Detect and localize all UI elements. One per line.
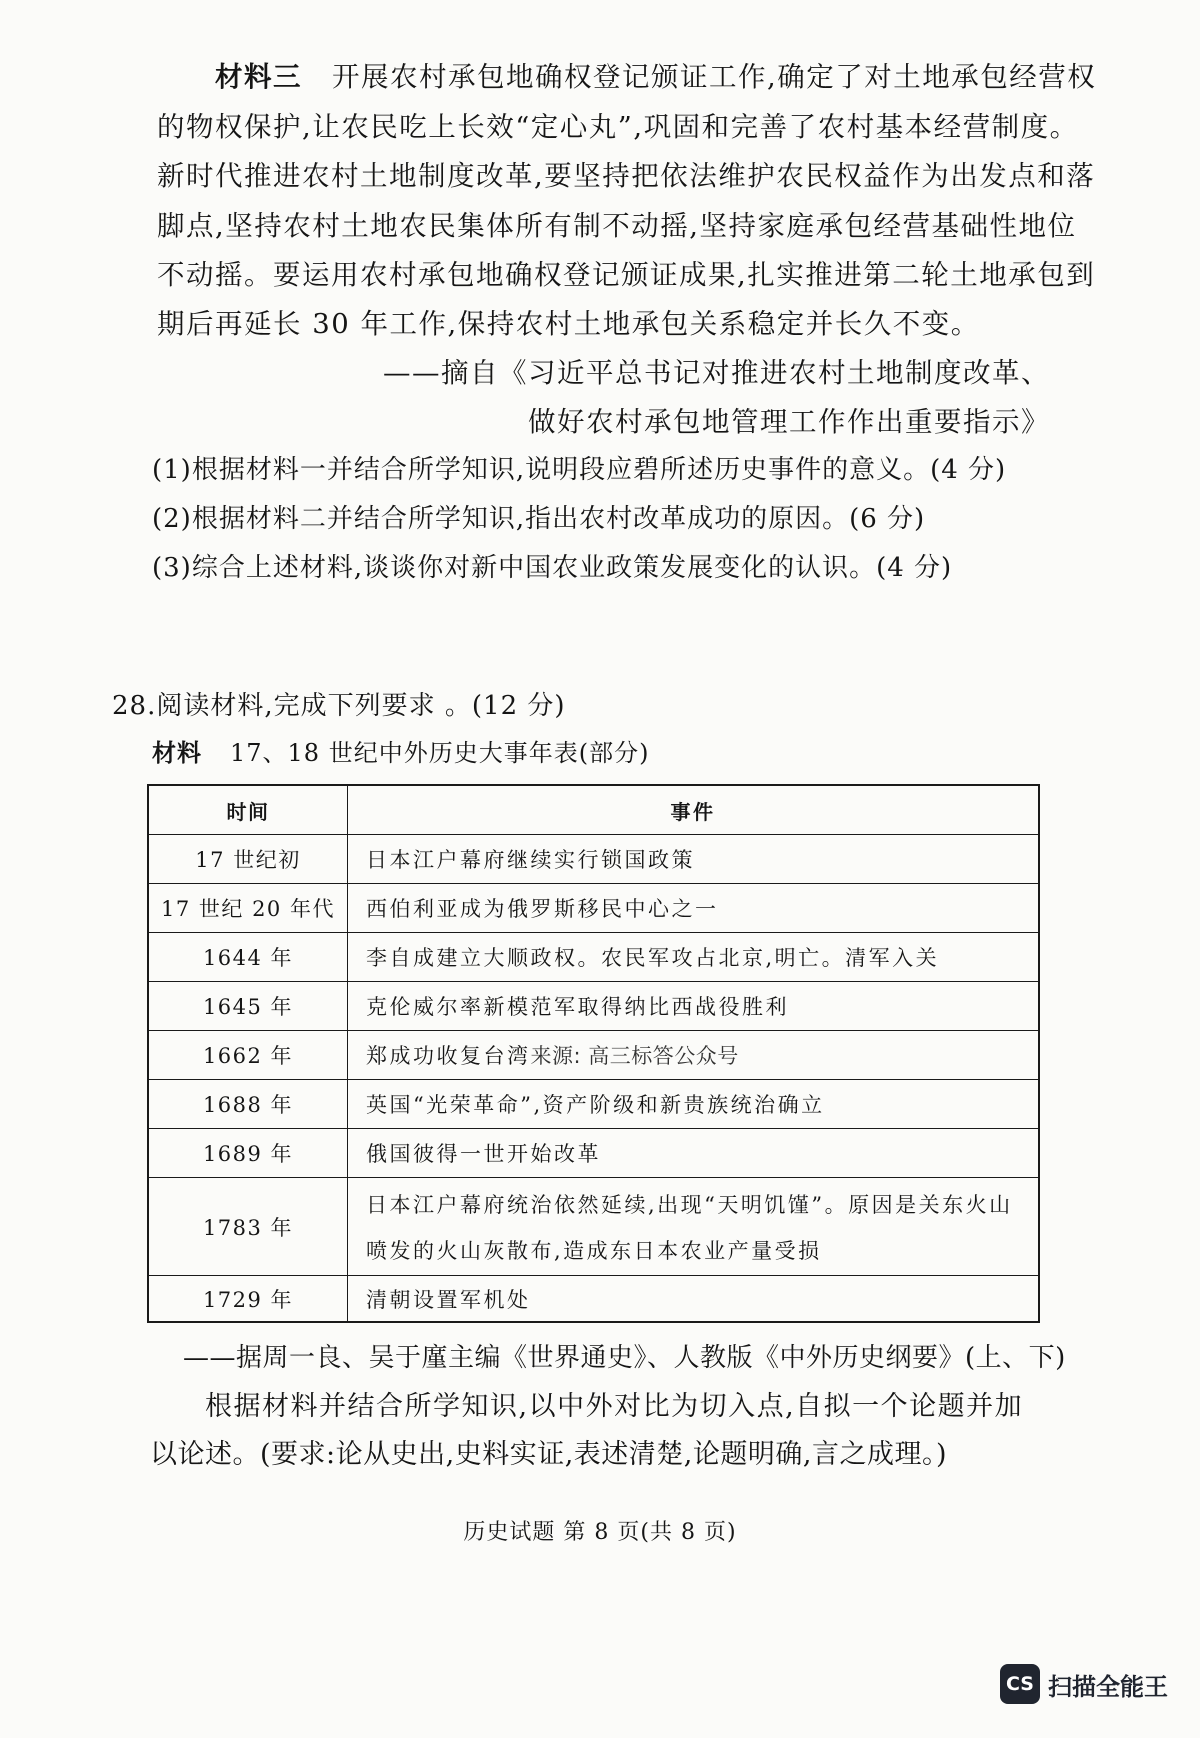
table-cell-time: 1688 年 <box>149 1080 348 1128</box>
table-cell-event: 西伯利亚成为俄罗斯移民中心之一 <box>366 897 719 921</box>
source-overlay-text: 来源: 高三标答公众号 <box>530 1044 739 1068</box>
table-cell-event: 英国“光荣革命”,资产阶级和新贵族统治确立 <box>366 1093 825 1117</box>
material3-line4: 脚点,坚持农村土地农民集体所有制不动摇,坚持家庭承包经营基础性地位 <box>157 210 1077 242</box>
table-row <box>149 932 1038 981</box>
table-header-event: 事件 <box>670 799 716 824</box>
material3-label: 材料三 <box>215 61 302 93</box>
table-cell-time: 1644 年 <box>149 933 348 981</box>
material3-line6: 期后再延长 30 年工作,保持农村土地承包关系稳定并长久不变。 <box>157 308 980 340</box>
table-row <box>149 1177 1038 1275</box>
table-row <box>149 1128 1038 1177</box>
table-cell-time: 17 世纪初 <box>149 835 348 883</box>
table-row <box>149 1030 1038 1079</box>
table-cell-event: 日本江户幕府继续实行锁国政策 <box>366 848 695 872</box>
material3-line5: 不动摇。要运用农村承包地确权登记颁证成果,扎实推进第二轮土地承包到 <box>157 259 1096 291</box>
question-1: (1)根据材料一并结合所学知识,说明段应碧所述历史事件的意义。(4 分) <box>152 455 1007 485</box>
table-row <box>149 981 1038 1030</box>
question-2: (2)根据材料二并结合所学知识,指出农村改革成功的原因。(6 分) <box>152 504 926 534</box>
q28-source: ——据周一良、吴于廑主编《世界通史》、人教版《中外历史纲要》(上、下) <box>183 1343 1066 1373</box>
camscanner-logo-icon: CS <box>1000 1664 1040 1704</box>
table-cell-event: 郑成功收复台湾来源: 高三标答公众号 <box>366 1044 739 1068</box>
watermark-text: 扫描全能王 <box>1048 1672 1168 1701</box>
table-header-time: 时间 <box>149 786 348 834</box>
table-cell-time: 1783 年 <box>149 1178 348 1275</box>
table-cell-event: 李自成建立大顺政权。农民军攻占北京,明亡。清军入关 <box>366 946 940 970</box>
table-cell-event: 日本江户幕府统治依然延续,出现“天明饥馑”。原因是关东火山 喷发的火山灰散布,造成东日本农业产量受损 <box>366 1192 1013 1263</box>
q28-instruction-line2: 以论述。(要求:论从史出,史料实证,表述清楚,论题明确,言之成理。) <box>150 1439 947 1470</box>
question-28-title: 28.阅读材料,完成下列要求 。(12 分) <box>112 691 566 721</box>
table-cell-time: 1645 年 <box>149 982 348 1030</box>
timeline-table <box>147 784 1040 1323</box>
table-cell-time: 1729 年 <box>149 1276 348 1321</box>
table-cell-event: 克伦威尔率新模范军取得纳比西战役胜利 <box>366 995 789 1019</box>
material3-line1: 材料三 开展农村承包地确权登记颁证工作,确定了对土地承包经营权 <box>215 61 1097 93</box>
q28-instruction-line1: 根据材料并结合所学知识,以中外对比为切入点,自拟一个论题并加 <box>205 1391 1024 1422</box>
table-row <box>149 1079 1038 1128</box>
q28-material-heading <box>152 738 650 767</box>
table-cell-event: 清朝设置军机处 <box>366 1287 531 1312</box>
table-row <box>149 883 1038 932</box>
table-row <box>149 1275 1038 1321</box>
page-footer: 历史试题 第 8 页(共 8 页) <box>463 1520 737 1545</box>
table-cell-event: 俄国彼得一世开始改革 <box>366 1142 601 1166</box>
material3-source-line1: ——摘自《习近平总书记对推进农村土地制度改革、 <box>383 357 1050 389</box>
scanner-watermark <box>1000 1664 1168 1704</box>
material3-source-line2: 做好农村承包地管理工作作出重要指示》 <box>528 406 1050 438</box>
material3-line3: 新时代推进农村土地制度改革,要坚持把依法维护农民权益作为出发点和落 <box>157 160 1096 192</box>
table-row <box>149 834 1038 883</box>
table-header-row <box>149 786 1038 834</box>
table-cell-time: 1662 年 <box>149 1031 348 1079</box>
q28-material-title: 17、18 世纪中外历史大事年表(部分) <box>230 739 650 767</box>
material3-line2: 的物权保护,让农民吃上长效“定心丸”,巩固和完善了农村基本经营制度。 <box>157 111 1079 143</box>
q28-material-label: 材料 <box>152 738 202 767</box>
question-3: (3)综合上述材料,谈谈你对新中国农业政策发展变化的认识。(4 分) <box>152 553 953 583</box>
table-cell-time: 1689 年 <box>149 1129 348 1177</box>
table-cell-time: 17 世纪 20 年代 <box>149 884 348 932</box>
